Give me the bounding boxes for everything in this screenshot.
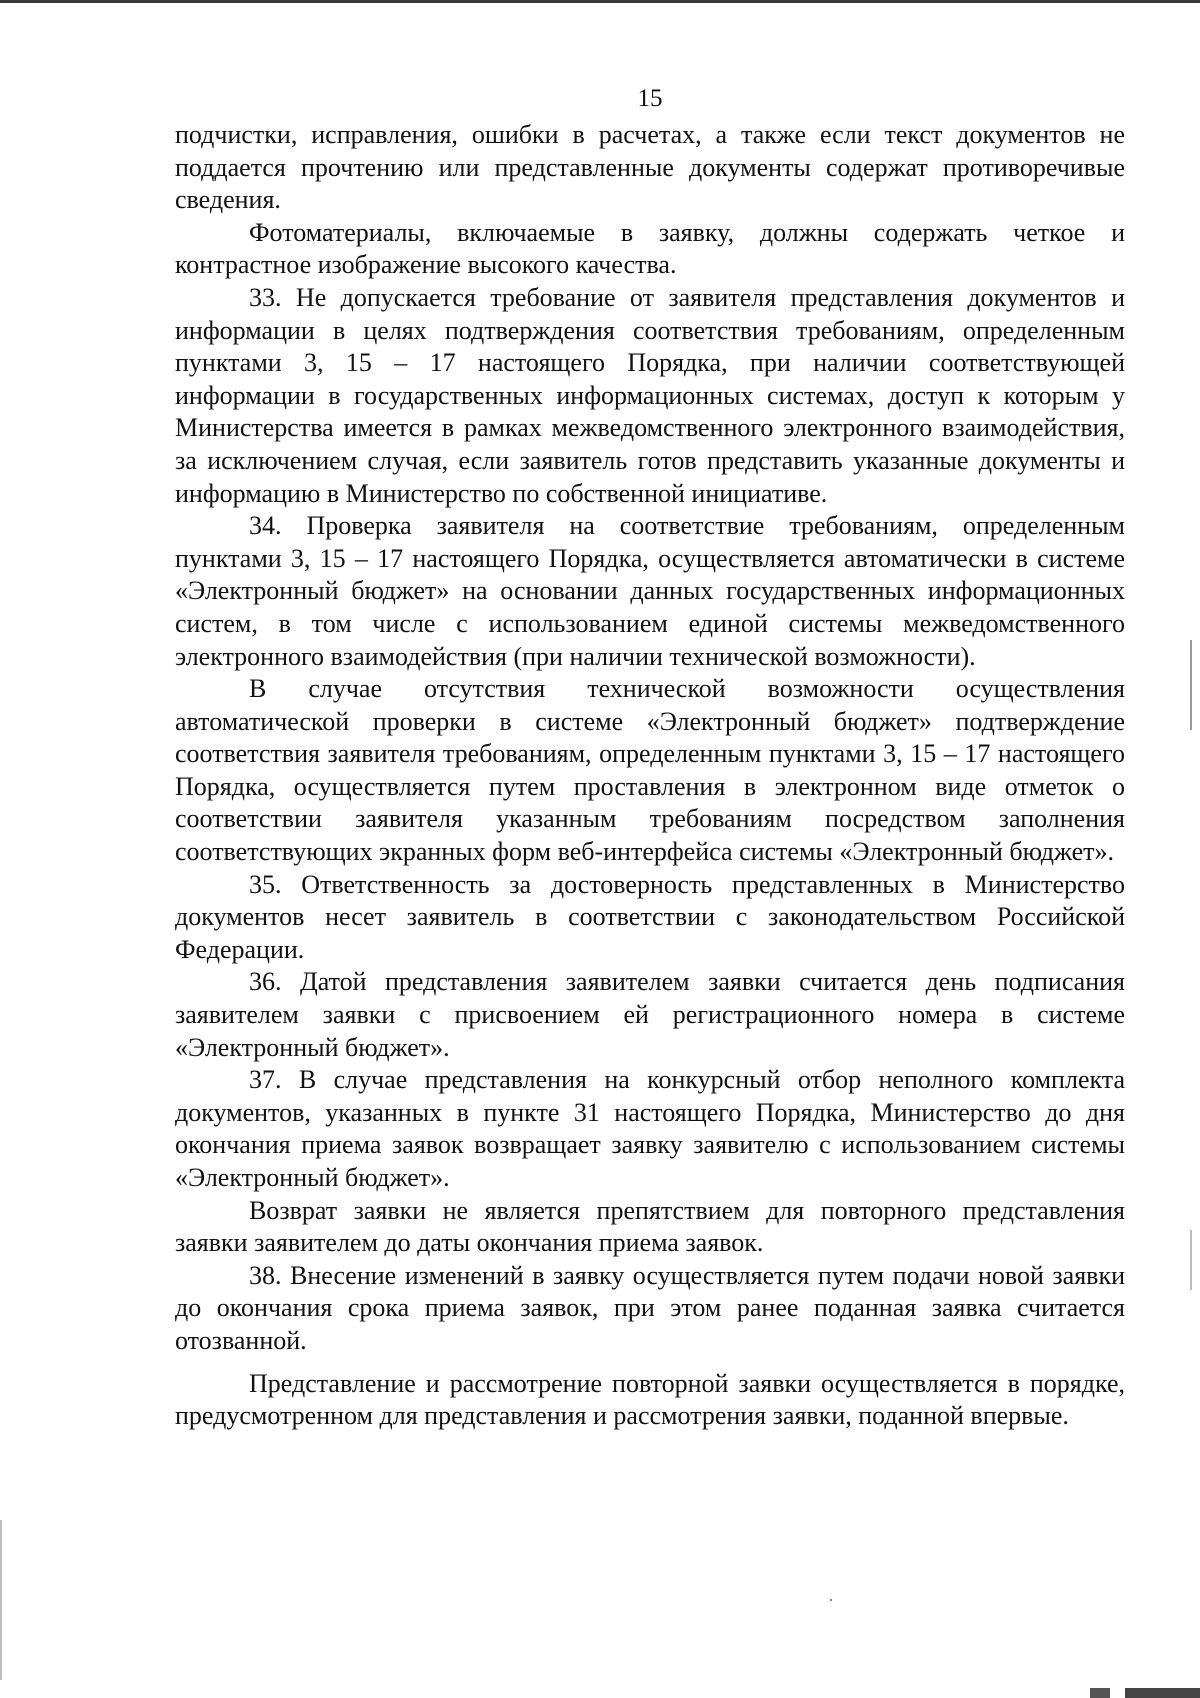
paragraph-resubmission: Представление и рассмотрение повторной заявки осуществляется в порядке, предусмотренном для представления и рассмотрения заявки, поданной впервые.: [175, 1368, 1125, 1431]
paragraph-manual-check: В случае отсутствия технической возможности осуществления автоматической проверки в системе «Электронный бюджет» подтверждение соответствия заявителя требованиям, определенным пунктами 3, 15 – 17 настоящего Порядка, осуществляется путем проставления в электронном виде отметок о соответствии заявителя указанным требованиям посредством заполнения соответствующих экранных форм веб-интерфейса системы «Электронный бюджет».: [175, 674, 1125, 867]
paragraph-return-note: Возврат заявки не является препятствием для повторного представления заявки заявителем до даты окончания приема заявок.: [175, 1195, 1125, 1258]
scan-edge-left: [0, 1520, 2, 1680]
paragraph-item-35: 35. Ответственность за достоверность представленных в Министерство документов несет заявитель в соответствии с законодательством Российской Федерации.: [175, 869, 1125, 964]
scan-edge-right-lower: [1190, 1230, 1192, 1290]
scan-speck: [830, 1599, 832, 1601]
page-number: 15: [637, 85, 663, 112]
paragraph-item-36: 36. Датой представления заявителем заявки считается день подписания заявителем заявки с присвоением ей регистрационного номера в системе «Электронный бюджет».: [175, 967, 1125, 1062]
paragraph-item-33: 33. Не допускается требование от заявителя представления документов и информации в целях подтверждения соответствия требованиям, определенным пунктами 3, 15 – 17 настоящего Порядка, при наличии соответствующей информации в государственных информационных системах, доступ к которым у Министерства имеется в рамках межведомственного электронного взаимодействия, за исключением случая, если заявитель готов представить указанные документы и информацию в Министерство по собственной инициативе.: [175, 282, 1125, 508]
paragraph-continued: подчистки, исправления, ошибки в расчетах, а также если текст документов не поддается прочтению или представленные документы содержат противоречивые сведения.: [175, 120, 1125, 215]
paragraph-item-34: 34. Проверка заявителя на соответствие требованиям, определенным пунктами 3, 15 – 17 настоящего Порядка, осуществляется автоматически в системе «Электронный бюджет» на основании данных государственных информационных систем, в том числе с использованием единой системы межведомственного электронного взаимодействия (при наличии технической возможности).: [175, 511, 1125, 671]
scan-corner-marks: [1050, 1688, 1200, 1698]
paragraph-item-38: 38. Внесение изменений в заявку осуществляется путем подачи новой заявки до окончания срока приема заявок, при этом ранее поданная заявка считается отозванной.: [175, 1260, 1125, 1355]
scan-edge-top: [0, 0, 1200, 3]
paragraph-photo-materials: Фотоматериалы, включаемые в заявку, должны содержать четкое и контрастное изображение высокого качества.: [175, 217, 1125, 280]
paragraph-item-37: 37. В случае представления на конкурсный отбор неполного комплекта документов, указанных в пункте 31 настоящего Порядка, Министерство до дня окончания приема заявок возвращает заявку заявителю с использованием системы «Электронный бюджет».: [175, 1065, 1125, 1192]
document-body: [175, 119, 1125, 1433]
scan-edge-right: [1190, 640, 1192, 730]
